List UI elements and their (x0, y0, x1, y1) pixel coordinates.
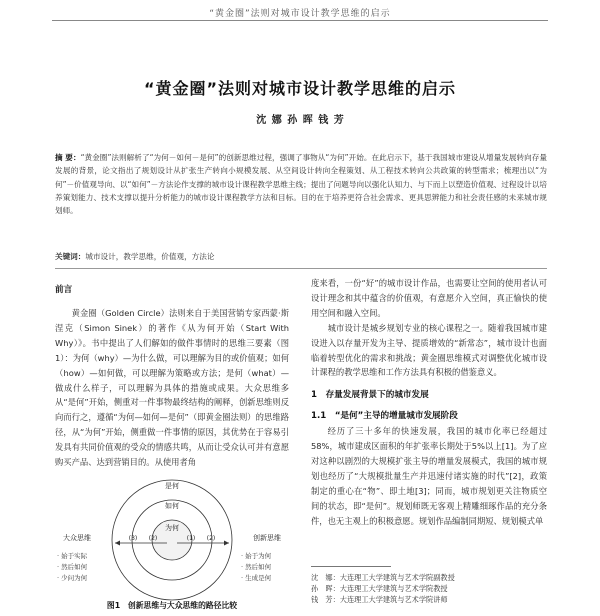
abstract-text: “黄金圈”法则解析了“为何－如何－是何”的创新思维过程，强调了事物从“为何”开始。在此启示下，基于我国城市建设从增量发展转向存量发展的背景，论文指出了规划设计从扩张生产转向小规模发展、从空间设计转向全程策划、从工程技术转向公共政策的转型需求；梳理出以“为何”－价值观导向、以“如何”－方法论作支撑的城市设计课程教学思维主线；提出了问题导向以强化认知力、与下而上以塑造价值观、过程设计以培养策划能力、技术支撑以提升分析能力的城市设计课程教学方法和目标。目的在于培养更符合社会需求、更具思辨能力和社会责任感的未来城市规划师。 (55, 153, 547, 216)
left-arrow-head (115, 541, 120, 546)
section-1-heading: 1 存量发展背景下的城市发展 (311, 390, 429, 401)
right-intro: 度来看，一份“好”的城市设计作品，也需要让空间的使用者认可设计理念和其中蕴含的价值观，有意愿介入空间，真正愉快的使用空间和融入空间。 (311, 278, 547, 318)
right-arrow-head (224, 541, 229, 546)
right-list-item: · 生成是何 (241, 574, 272, 582)
left-column (55, 306, 289, 470)
right-column (311, 276, 547, 529)
footnote-line: 沈 娜：大连理工大学建筑与艺术学院副教授 (311, 573, 455, 582)
right-arrow-label-1: (1) (186, 535, 196, 542)
paper-title: “黄金圈”法则对城市设计教学思维的启示 (143, 79, 457, 98)
label-inner: 为何 (165, 524, 179, 532)
mass-thinking-tag: 大众思维 (63, 534, 91, 542)
left-list-item: · 始于实际 (57, 552, 88, 560)
header-rule (52, 20, 548, 21)
left-list-item: · 然后如何 (57, 563, 88, 571)
left-arrow-label-2: (2) (148, 535, 158, 542)
left-arrow-label-1: (3) (128, 535, 138, 542)
right-list-item: · 始于为何 (241, 552, 272, 560)
right-paragraph-3: 经历了三十多年的快速发展，我国的城市化率已经超过58%，城市建成区面积的年扩张率长期处于5%以上[1]。为了应对这种以剧烈的大规模扩张主导的增量发展模式，我国的城市规划也经历了“大规模批量生产并迅速付诸实施的时代”[2]，政策制定的重心在“物”、即土地[3]；同而，城市规划更关注物质空间的状态，即“是何”。规划师既无客观上精雕细琢作品的充分条件，也无主观上的积极意愿。规划作品编制同期短、规划模式单 (311, 426, 547, 526)
footnote-line: 钱 芳：大连理工大学建筑与艺术学院讲师 (311, 595, 448, 604)
creative-thinking-tag: 创新思维 (253, 534, 281, 542)
left-list-item: · 少问为何 (57, 574, 88, 582)
preface-heading: 前言 (55, 285, 73, 295)
right-list-item: · 然后如何 (241, 563, 272, 571)
author-line: 沈 娜 孙 晖 钱 芳 (256, 115, 344, 126)
label-middle: 如何 (165, 502, 179, 510)
running-head: “黄金圈”法则对城市设计教学思维的启示 (209, 9, 391, 19)
left-paragraph: 黄金圈（Golden Circle）法则来自于美国营销专家西蒙·斯涅克（Simon Sinek）的著作《从为何开始（Start With Why）》。书中提出了人们解如的做件事情时的思维三要素（图1）：为何（why）—为什么做，可以理解为目的或价值观；如何（how）—如何做，可以理解为策略或方法；是何（what）—做成什么样子，可以理解为具体的措施或成果。大众思维多从“是何”开始，侧重对一件事物最终结构的阐释，创新思维则反向而行之，遵循“为何—如何—是何”（即黄金圈法则）的思维路径，从“为何”开始，侧重做一件事情的原因，其优势在于容易引发具有共同价值观的受众的情感共鸣，从而让受众认可并有意愿购买产品、达到营销目的。从使用者角 (55, 308, 289, 468)
keywords-label: 关键词： (55, 252, 86, 261)
abstract-rule (55, 268, 547, 269)
footnote-line: 孙 晖：大连理工大学建筑与艺术学院教授 (311, 584, 448, 593)
figure-caption: 图1 创新思维与大众思维的路径比较 (106, 601, 238, 610)
footnote-rule (311, 566, 391, 567)
golden-circle-diagram (55, 478, 289, 602)
abstract-label: 摘 要： (55, 153, 81, 162)
right-paragraph-2: 城市设计是城乡规划专业的核心课程之一。随着我国城市建设进入以存量开发为主导、提质增效的“新常态”，城市设计也面临着转型优化的需求和挑战；黄金圈思维模式对调整优化城市设计课程的教学思维和工作方法具有积极的借鉴意义。 (311, 322, 547, 378)
figure-1 (55, 478, 289, 602)
right-arrow-label-2: (2) (206, 535, 216, 542)
label-outer: 是何 (165, 482, 179, 490)
keywords-text: 城市设计，教学思维，价值观，方法论 (85, 252, 215, 261)
keywords (55, 251, 547, 263)
abstract (55, 151, 547, 217)
subsection-1-1-heading: 1.1 “是何”主导的增量城市发展阶段 (311, 411, 458, 422)
author-footnotes (311, 572, 547, 605)
